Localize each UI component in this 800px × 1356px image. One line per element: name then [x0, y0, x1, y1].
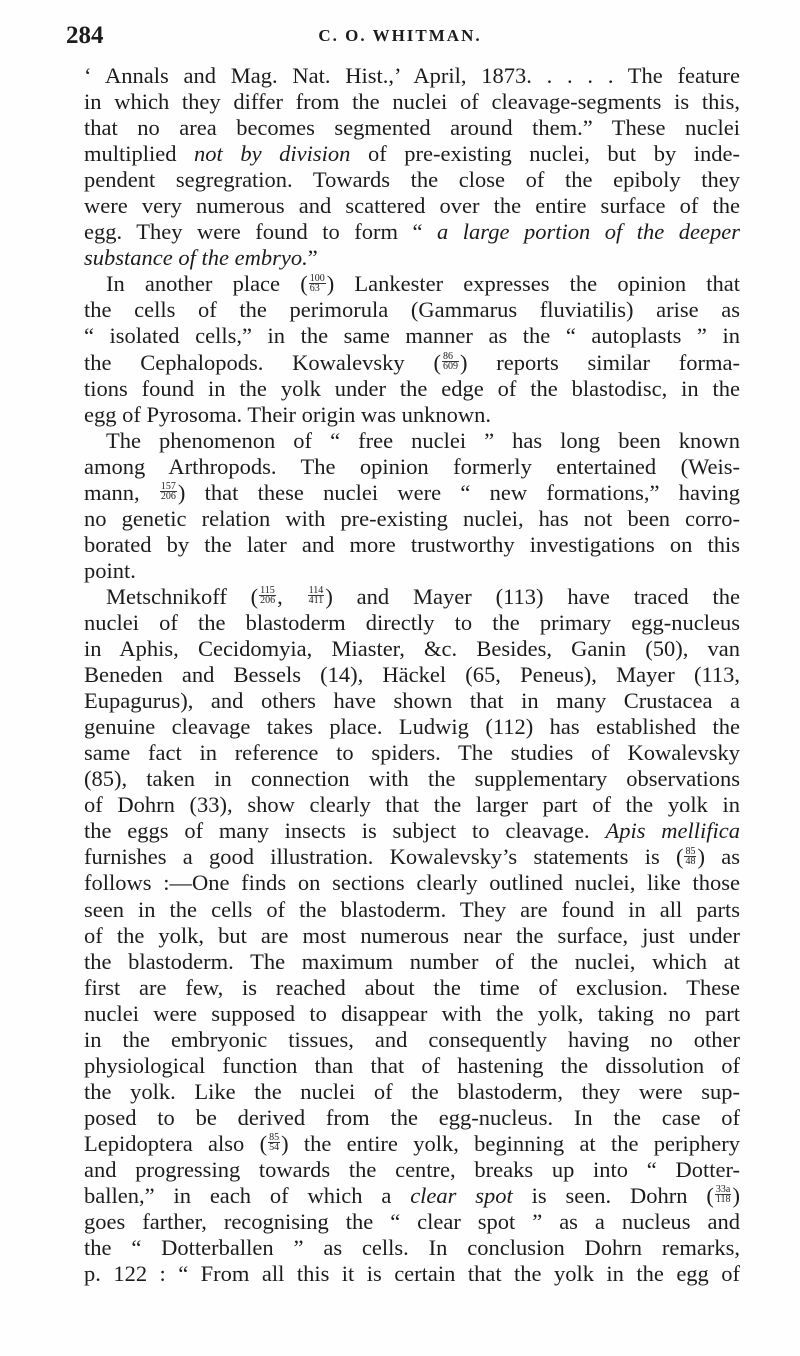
text-run: Beneden and Bessels (14), Häckel (65, Peneus), Mayer (113, — [84, 662, 740, 688]
text-line — [84, 1105, 740, 1131]
text-run: first are few, is reached about the time of exclusion. These — [84, 974, 740, 1000]
text-run: mann, — [84, 479, 159, 505]
text-run: in Aphis, Cecidomyia, Miaster, &c. Besides, Ganin (50), van — [84, 636, 740, 662]
text-run: furnishes a good illustration. Kowalevsky’s statements is ( — [84, 844, 684, 870]
text-line — [84, 506, 740, 532]
text-run: the eggs of many insects is subject to cleavage. — [84, 818, 606, 844]
text-line — [84, 740, 740, 766]
citation-fraction — [259, 586, 276, 605]
text-run: Eupagurus), and others have shown that in many Crustacea a — [84, 688, 740, 714]
text-run: ballen,” in each of which a — [84, 1183, 411, 1209]
text-run: ) — [732, 1183, 740, 1209]
text-run: ) that these nuclei were “ new formations,” having — [177, 479, 740, 505]
text-line — [84, 63, 740, 89]
text-line — [84, 923, 740, 949]
text-run: multiplied — [84, 141, 195, 167]
text-line — [84, 193, 740, 219]
text-run: , — [277, 583, 307, 609]
text-line — [84, 818, 740, 844]
text-line — [84, 662, 740, 688]
citation-fraction — [715, 1185, 732, 1204]
text-run: among Arthropods. The opinion formerly entertained (Weis- — [84, 453, 740, 479]
citation-denominator: 609 — [442, 360, 458, 372]
text-run: is seen. Dohrn ( — [512, 1183, 714, 1209]
text-run: the yolk. Like the nuclei of the blastoderm, they were sup- — [84, 1078, 740, 1104]
text-line — [84, 558, 740, 584]
text-run: the blastoderm. The maximum number of the nuclei, which at — [84, 948, 740, 974]
citation-denominator: 118 — [715, 1194, 731, 1206]
text-line — [84, 949, 740, 975]
text-line — [84, 1261, 740, 1287]
text-line — [84, 1183, 740, 1209]
text-line — [84, 844, 740, 870]
page-number: 284 — [66, 22, 104, 49]
text-run: ) as — [697, 844, 740, 870]
text-run: The phenomenon of “ free nuclei ” has long been known — [106, 427, 740, 453]
text-run: no genetic relation with pre-existing nuclei, has not been corro- — [84, 505, 740, 531]
text-line — [84, 350, 740, 376]
citation-denominator: 63 — [309, 282, 320, 294]
text-run: tions found in the yolk under the edge of the blastodisc, in the — [84, 375, 740, 401]
text-run: egg of Pyrosoma. Their origin was unknown. — [84, 401, 492, 427]
text-run: ) and Mayer (113) have traced the — [325, 583, 740, 609]
text-line — [84, 1131, 740, 1157]
text-run: and progressing towards the centre, breaks up into “ Dotter- — [84, 1156, 740, 1182]
text-run: genuine cleavage takes place. Ludwig (112) has established the — [84, 714, 740, 740]
text-run: physiological function than that of hastening the dissolution of — [84, 1052, 740, 1078]
citation-numerator: 33a — [715, 1184, 731, 1196]
text-run: Metschnikoff ( — [106, 583, 259, 609]
citation-numerator: 85 — [269, 1132, 280, 1144]
text-line — [84, 297, 740, 323]
italic-text: not by division — [194, 141, 351, 167]
citation-fraction — [308, 586, 325, 605]
text-line — [84, 610, 740, 636]
text-run: of the yolk, but are most numerous near the surface, just under — [84, 922, 740, 948]
text-run: nuclei were supposed to disappear with the yolk, taking no part — [84, 1000, 740, 1026]
text-line — [84, 115, 740, 141]
text-run: ” — [307, 245, 318, 271]
italic-text: clear spot — [410, 1183, 513, 1209]
text-line — [84, 271, 740, 297]
citation-denominator: 206 — [260, 595, 276, 607]
citation-denominator: 54 — [269, 1142, 280, 1154]
citation-numerator: 100 — [309, 272, 325, 284]
text-line — [84, 688, 740, 714]
text-run: in the embryonic tissues, and consequently having no other — [84, 1026, 740, 1052]
text-line — [84, 766, 740, 792]
citation-numerator: 157 — [160, 481, 176, 493]
text-run: that no area becomes segmented around them.” These nuclei — [84, 115, 740, 141]
text-line — [84, 1157, 740, 1183]
text-run: the “ Dotterballen ” as cells. In conclusion Dohrn remarks, — [84, 1235, 740, 1261]
text-run: point. — [84, 557, 136, 583]
text-run: Lepidoptera also ( — [84, 1130, 268, 1156]
text-run: ‘ Annals and Mag. Nat. Hist.,’ April, 1873. . . . . The feature — [84, 63, 740, 88]
text-run: (85), taken in connection with the supplementary observations — [84, 766, 740, 792]
text-line — [84, 714, 740, 740]
text-line — [84, 480, 740, 506]
text-line — [84, 1079, 740, 1105]
citation-fraction — [160, 482, 177, 501]
citation-fraction — [684, 847, 696, 866]
text-run: follows :—One finds on sections clearly outlined nuclei, like those — [84, 870, 740, 896]
text-run: were very numerous and scattered over the entire surface of the — [84, 193, 740, 219]
text-line — [84, 897, 740, 923]
text-run: ) the entire yolk, beginning at the periphery — [281, 1130, 740, 1156]
text-run: ) Lankester expresses the opinion that — [326, 271, 740, 297]
text-line — [84, 167, 740, 193]
citation-denominator: 206 — [160, 491, 176, 503]
text-run: In another place ( — [106, 271, 308, 297]
text-line — [84, 454, 740, 480]
text-run: nuclei of the blastoderm directly to the primary egg-nucleus — [84, 609, 740, 635]
citation-fraction — [309, 274, 326, 293]
page-header — [0, 14, 800, 54]
text-line — [84, 532, 740, 558]
text-run: egg. They were found to form “ — [84, 219, 438, 245]
text-line — [84, 1027, 740, 1053]
text-run: of Dohrn (33), show clearly that the larger part of the yolk in — [84, 792, 740, 818]
citation-numerator: 115 — [260, 585, 275, 597]
text-line — [84, 870, 740, 896]
text-line — [84, 1209, 740, 1235]
text-run: seen in the cells of the blastoderm. They are found in all parts — [84, 896, 740, 922]
text-run: p. 122 : “ From all this it is certain that the yolk in the egg of — [84, 1261, 740, 1287]
text-line — [84, 245, 740, 271]
text-run: of pre-existing nuclei, but by inde- — [350, 141, 740, 167]
text-line — [84, 584, 740, 610]
text-run: in which they differ from the nuclei of cleavage-segments is this, — [84, 89, 740, 115]
text-line — [84, 1235, 740, 1261]
citation-numerator: 85 — [685, 845, 696, 857]
text-line — [84, 975, 740, 1001]
text-run: pendent segregration. Towards the close of the epiboly they — [84, 167, 740, 193]
text-line — [84, 323, 740, 349]
text-run: “ isolated cells,” in the same manner as the “ autoplasts ” in — [84, 323, 740, 349]
italic-text: substance of the embryo. — [84, 245, 308, 271]
body-text — [84, 63, 740, 1287]
citation-denominator: 411 — [308, 595, 324, 607]
text-run: the cells of the perimorula (Gammarus fluviatilis) arise as — [84, 297, 740, 323]
italic-text: a large portion of the deeper — [437, 219, 740, 245]
text-run: the Cephalopods. Kowalevsky ( — [84, 349, 441, 375]
italic-text: Apis mellifica — [605, 818, 740, 844]
text-line — [84, 1053, 740, 1079]
citation-denominator: 48 — [685, 855, 696, 867]
text-run: posed to be derived from the egg-nucleus. In the case of — [84, 1104, 740, 1130]
text-line — [84, 376, 740, 402]
text-line — [84, 1001, 740, 1027]
citation-numerator: 86 — [442, 352, 459, 362]
text-line — [84, 428, 740, 454]
text-line — [84, 141, 740, 167]
text-line — [84, 219, 740, 245]
text-line — [84, 792, 740, 818]
citation-fraction — [442, 352, 459, 371]
text-line — [84, 402, 740, 428]
text-run: ) reports similar forma- — [459, 349, 740, 375]
citation-fraction — [268, 1133, 280, 1152]
citation-numerator: 114 — [308, 585, 324, 597]
text-line — [84, 89, 740, 115]
running-head: C. O. WHITMAN. — [318, 26, 482, 45]
text-run: borated by the later and more trustworthy investigations on this — [84, 531, 740, 557]
text-line — [84, 636, 740, 662]
text-run: same fact in reference to spiders. The studies of Kowalevsky — [84, 740, 740, 766]
text-run: goes farther, recognising the “ clear spot ” as a nucleus and — [84, 1209, 740, 1235]
